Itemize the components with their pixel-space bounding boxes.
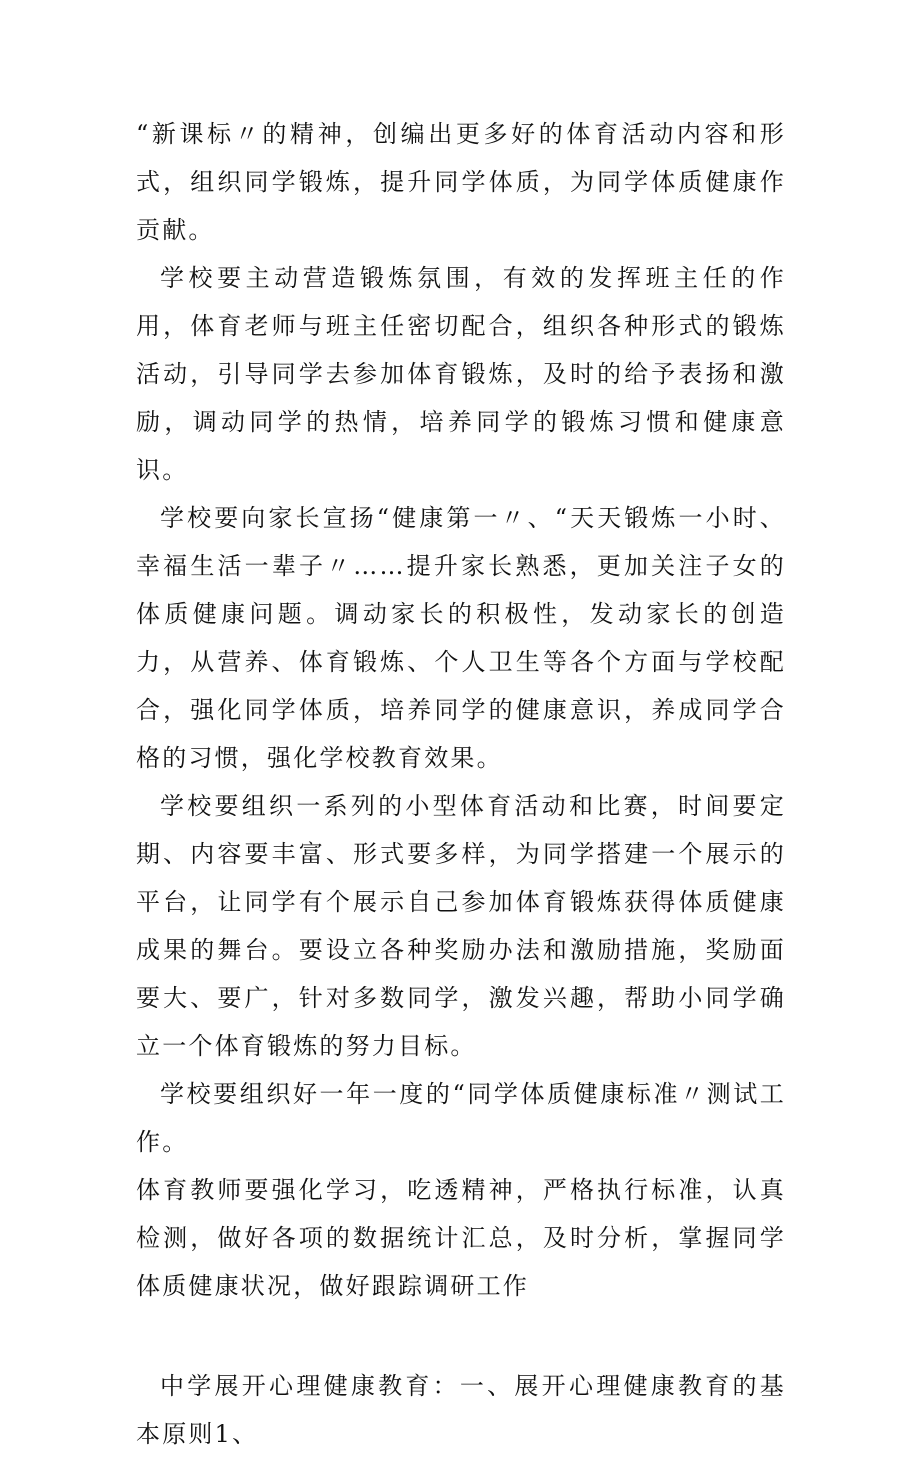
paragraph-7: 中学展开心理健康教育：一、展开心理健康教育的基本原则1、 [136,1372,786,1448]
paragraph-5: 学校要组织好一年一度的“同学体质健康标准〃测试工作。 [136,1080,786,1156]
paragraph-3: 学校要向家长宣扬“健康第一〃、“天天锻炼一小时、幸福生活一辈子〃……提升家长熟悉，更加关注子女的体质健康问题。调动家长的积极性，发动家长的创造力，从营养、体育锻炼、个人卫生等各个方面与学校配合，强化同学体质，培养同学的健康意识，养成同学合格的习惯，强化学校教育效果。 [136,504,786,772]
document-body [136,110,786,1458]
paragraph-6: 体育教师要强化学习，吃透精神，严格执行标准，认真检测，做好各项的数据统计汇总，及时分析，掌握同学体质健康状况，做好跟踪调研工作 [136,1176,786,1300]
paragraph-4: 学校要组织一系列的小型体育活动和比赛，时间要定期、内容要丰富、形式要多样，为同学搭建一个展示的平台，让同学有个展示自己参加体育锻炼获得体质健康成果的舞台。要设立各种奖励办法和激励措施，奖励面要大、要广，针对多数同学，激发兴趣，帮助小同学确立一个体育锻炼的努力目标。 [136,792,786,1060]
paragraph-1: “新课标〃的精神，创编出更多好的体育活动内容和形式，组织同学锻炼，提升同学体质，为同学体质健康作贡献。 [136,120,786,244]
paragraph-2: 学校要主动营造锻炼氛围，有效的发挥班主任的作用，体育老师与班主任密切配合，组织各种形式的锻炼活动，引导同学去参加体育锻炼，及时的给予表扬和激励，调动同学的热情，培养同学的锻炼习惯和健康意识。 [136,264,786,484]
